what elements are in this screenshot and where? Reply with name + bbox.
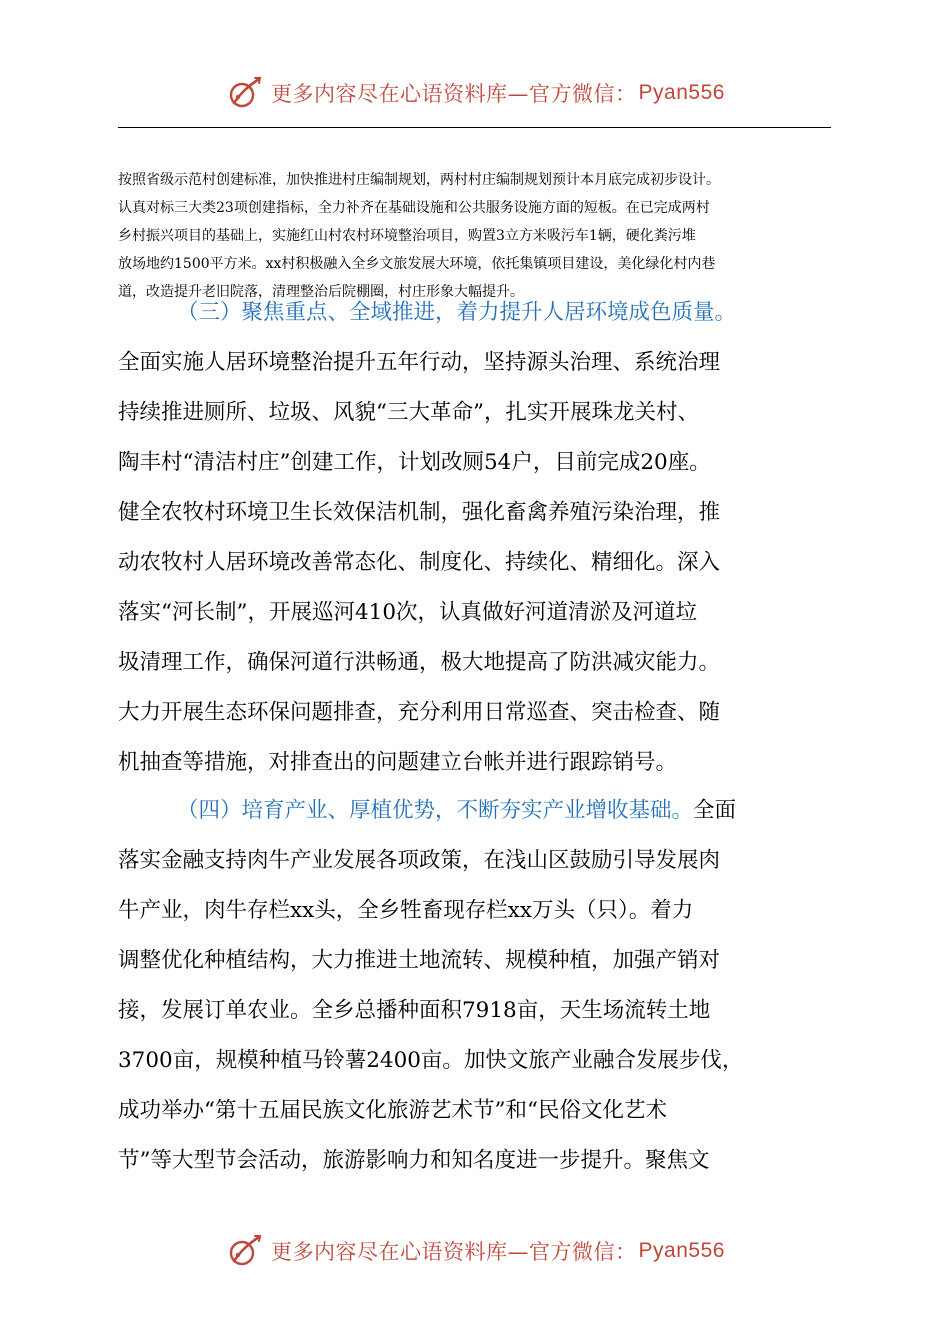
header-divider xyxy=(118,127,831,128)
paragraph-line: 道，改造提升老旧院落，清理整治后院棚圈，村庄形象大幅提升。 xyxy=(118,284,524,300)
paragraph-line: 调整优化种植结构，大力推进土地流转、规模种植，加强产销对 xyxy=(118,948,721,973)
brand-logo-icon xyxy=(225,73,265,113)
paragraph-line: 机抽查等措施，对排查出的问题建立台帐并进行跟踪销号。 xyxy=(118,750,678,775)
paragraph-line: 3700亩，规模种植马铃薯2400亩。加快文旅产业融合发展步伐， xyxy=(118,1048,744,1073)
banner-wechat-id: Pyan556 xyxy=(638,81,725,104)
paragraph-line: 动农牧村人居环境改善常态化、制度化、持续化、精细化。深入 xyxy=(118,550,721,575)
paragraph-line: 节”等大型节会活动，旅游影响力和知名度进一步提升。聚焦文 xyxy=(118,1148,710,1173)
paragraph-line: 认真对标三大类23项创建指标，全力补齐在基础设施和公共服务设施方面的短板。在已完成两村 xyxy=(118,200,710,216)
paragraph-line: 大力开展生态环保问题排查，充分利用日常巡查、突击检查、随 xyxy=(118,700,721,725)
section-3-body xyxy=(118,338,834,788)
paragraph-line: 放场地约1500平方米。xx村积极融入全乡文旅发展大环境，依托集镇项目建设，美化绿化村内巷 xyxy=(118,256,716,272)
paragraph-line: 牛产业，肉牛存栏xx头，全乡牲畜现存栏xx万头（只）。着力 xyxy=(118,898,694,923)
paragraph-line: 乡村振兴项目的基础上，实施红山村农村环境整治项目，购置3立方米吸污车1辆，硬化粪污堆 xyxy=(118,228,696,244)
header-watermark-banner xyxy=(0,73,950,113)
paragraph-line: 按照省级示范村创建标准，加快推进村庄编制规划，两村村庄编制规划预计本月底完成初步设计。 xyxy=(118,172,720,188)
section-4-heading: （四）培育产业、厚植优势，不断夯实产业增收基础。 xyxy=(177,798,694,823)
section-4-first-line-rest: 全面 xyxy=(693,798,737,823)
section-4-first-line xyxy=(118,786,834,836)
banner-text: 更多内容尽在心语资料库—官方微信： xyxy=(271,82,637,106)
section-3-heading: （三）聚焦重点、全域推进，着力提升人居环境成色质量。 xyxy=(177,300,737,325)
paragraph-line: 接，发展订单农业。全乡总播种面积7918亩，天生场流转土地 xyxy=(118,998,711,1023)
intro-paragraph xyxy=(118,166,834,306)
paragraph-line: 圾清理工作，确保河道行洪畅通，极大地提高了防洪减灾能力。 xyxy=(118,650,721,675)
paragraph-line: 陶丰村“清洁村庄”创建工作，计划改厕54户，目前完成20座。 xyxy=(118,450,711,475)
banner-text: 更多内容尽在心语资料库—官方微信： xyxy=(271,1240,637,1264)
paragraph-line: 健全农牧村环境卫生长效保洁机制，强化畜禽养殖污染治理，推 xyxy=(118,500,721,525)
paragraph-line: 落实“河长制”，开展巡河410次，认真做好河道清淤及河道垃 xyxy=(118,600,698,625)
section-4-body xyxy=(118,786,834,1186)
paragraph-line: 成功举办“第十五届民族文化旅游艺术节”和“民俗文化艺术 xyxy=(118,1098,667,1123)
paragraph-line: 全面实施人居环境整治提升五年行动，坚持源头治理、系统治理 xyxy=(118,350,721,375)
banner-wechat-id: Pyan556 xyxy=(638,1239,725,1262)
paragraph-line: 落实金融支持肉牛产业发展各项政策，在浅山区鼓励引导发展肉 xyxy=(118,848,721,873)
paragraph-line: 持续推进厕所、垃圾、风貌“三大革命”，扎实开展珠龙关村、 xyxy=(118,400,699,425)
footer-watermark-banner xyxy=(0,1231,950,1271)
brand-logo-icon xyxy=(225,1231,265,1271)
